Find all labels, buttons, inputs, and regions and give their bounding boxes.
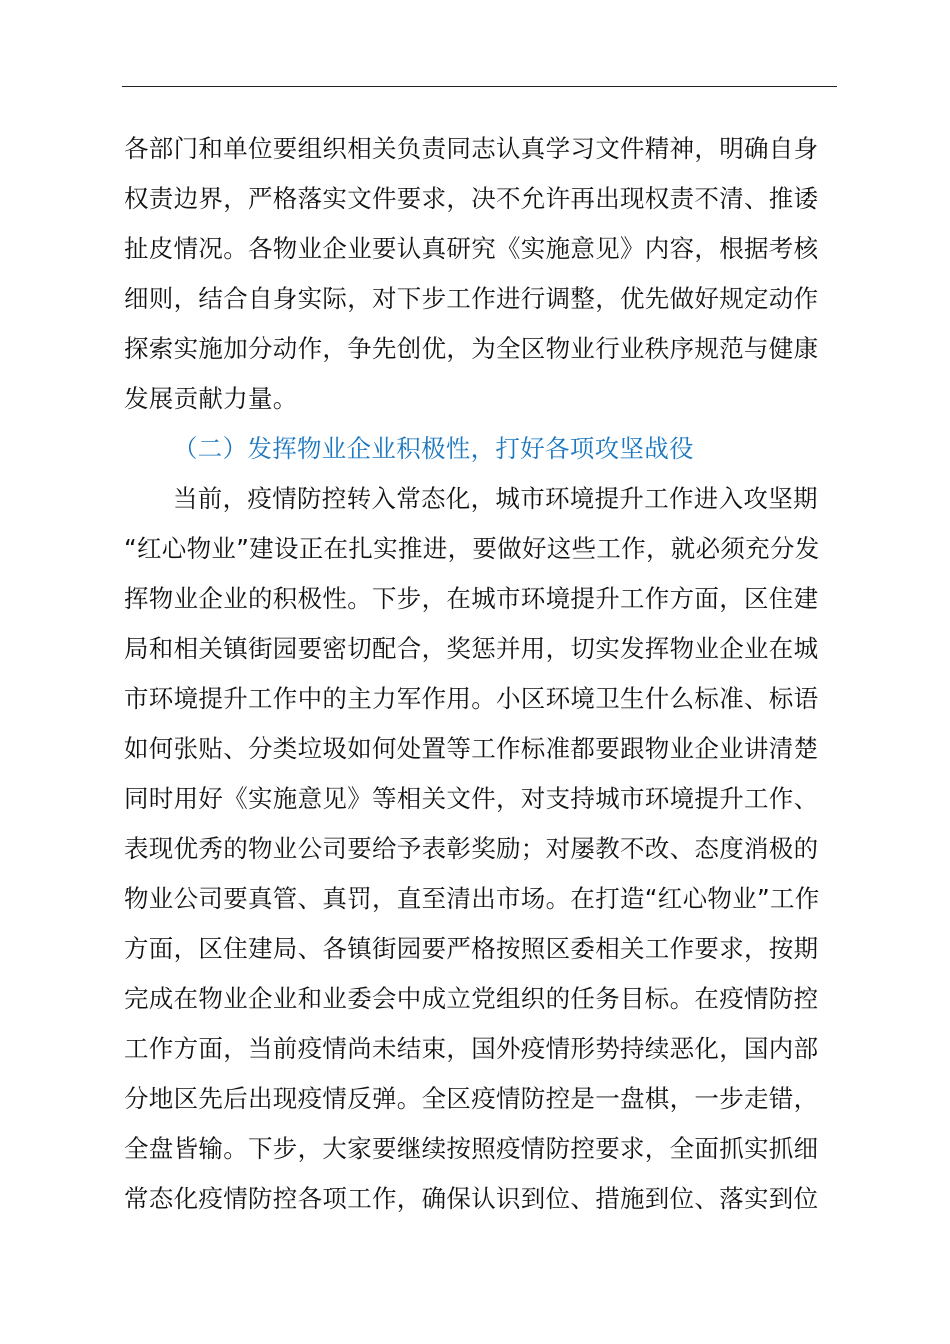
paragraph-1 <box>124 124 840 424</box>
text-line: 细则，结合自身实际，对下步工作进行调整，优先做好规定动作 <box>124 284 819 313</box>
document-body <box>124 124 840 1224</box>
text-line: 方面，区住建局、各镇街园要严格按照区委相关工作要求，按期 <box>124 934 819 963</box>
text-line: 扯皮情况。各物业企业要认真研究《实施意见》内容，根据考核 <box>124 234 819 263</box>
text-line: 全盘皆输。下步，大家要继续按照疫情防控要求，全面抓实抓细 <box>124 1134 819 1163</box>
text-line: 物业公司要真管、真罚，直至清出市场。在打造“红心物业”工作 <box>124 884 820 913</box>
text-line: 各部门和单位要组织相关负责同志认真学习文件精神，明确自身 <box>124 134 819 163</box>
section-heading: （二）发挥物业企业积极性，打好各项攻坚战役 <box>173 434 694 463</box>
text-line: 如何张贴、分类垃圾如何处置等工作标准都要跟物业企业讲清楚 <box>124 734 819 763</box>
text-line: 发展贡献力量。 <box>124 384 298 413</box>
header-rule <box>122 86 837 87</box>
text-line: 完成在物业企业和业委会中成立党组织的任务目标。在疫情防控 <box>124 984 819 1013</box>
text-line: 同时用好《实施意见》等相关文件，对支持城市环境提升工作、 <box>124 784 819 813</box>
text-line: 局和相关镇街园要密切配合，奖惩并用，切实发挥物业企业在城 <box>124 634 819 663</box>
text-line: “红心物业”建设正在扎实推进，要做好这些工作，就必须充分发 <box>124 534 820 563</box>
text-line: 探索实施加分动作，争先创优，为全区物业行业秩序规范与健康 <box>124 334 819 363</box>
text-line: 挥物业企业的积极性。下步，在城市环境提升工作方面，区住建 <box>124 584 819 613</box>
text-line: 分地区先后出现疫情反弹。全区疫情防控是一盘棋，一步走错， <box>124 1084 819 1113</box>
text-line: 常态化疫情防控各项工作，确保认识到位、措施到位、落实到位 <box>124 1184 819 1213</box>
text-line: 表现优秀的物业公司要给予表彰奖励；对屡教不改、态度消极的 <box>124 834 819 863</box>
paragraph-2 <box>124 474 840 1224</box>
text-line: 市环境提升工作中的主力军作用。小区环境卫生什么标准、标语 <box>124 684 819 713</box>
text-line: 当前，疫情防控转入常态化，城市环境提升工作进入攻坚期 <box>173 484 818 513</box>
text-line: 工作方面，当前疫情尚未结束，国外疫情形势持续恶化，国内部 <box>124 1034 819 1063</box>
text-line: 权责边界，严格落实文件要求，决不允许再出现权责不清、推诿 <box>124 184 819 213</box>
